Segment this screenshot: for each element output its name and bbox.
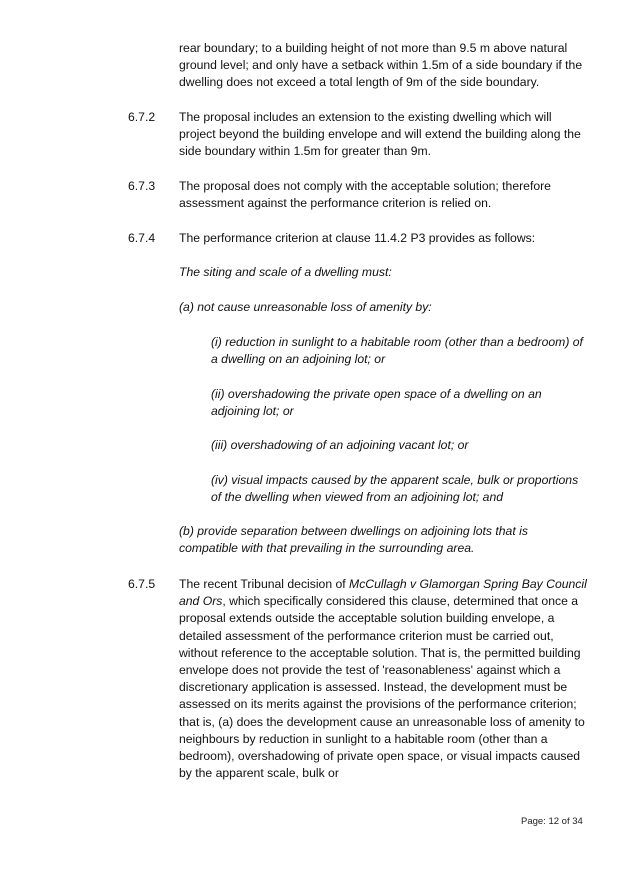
case-name: McCullagh v Glamorgan Spring Bay Council and Ors — [179, 577, 587, 609]
intro-paragraph: rear boundary; to a building height of not more than 9.5 m above natural ground level; and only have a setback within 1.5m of a side boundary if the dwelling does not exceed a total length of 9m of the side boundary. — [179, 41, 583, 90]
quote-item-iii: (iii) overshadowing of an adjoining vacant lot; or — [211, 438, 469, 452]
para-number-6-7-4: 6.7.4 — [128, 231, 156, 245]
quote-item-iv: (iv) visual impacts caused by the apparent scale, bulk or proportions of the dwelling when viewed from an adjoining lot; and — [211, 473, 579, 505]
para-6-7-5-body: , which specifically considered this clause, determined that once a proposal extends outside the acceptable solution building envelope, a detailed assessment of the performance criterion must be carried out, without reference to the acceptable solution. That is, the permitted building envelope does not provide the test of 'reasonableness' against which a discretionary application is assessed. Instead, the development must be assessed on its merits against the provisions of the performance criterion; that is, (a) does the development cause an unreasonable loss of amenity to neighbours by reduction in sunlight to a habitable room (other than a bedroom), overshadowing of private open space, or visual impacts caused by the apparent scale, bulk or — [179, 594, 585, 781]
para-6-7-5-intro: The recent Tribunal decision of — [179, 577, 350, 591]
quote-item-i: (i) reduction in sunlight to a habitable room (other than a bedroom) of a dwelling on an adjoining lot; or — [211, 335, 583, 367]
quote-item-a: (a) not cause unreasonable loss of amenity by: — [179, 300, 432, 314]
para-6-7-2: The proposal includes an extension to the existing dwelling which will project beyond the building envelope and will extend the building along the side boundary within 1.5m for greater than 9m. — [179, 110, 581, 159]
page-number: Page: 12 of 34 — [521, 816, 583, 827]
quote-item-ii: (ii) overshadowing the private open space of a dwelling on an adjoining lot; or — [211, 387, 542, 419]
para-6-7-5 — [179, 576, 589, 782]
para-6-7-4: The performance criterion at clause 11.4.2 P3 provides as follows: — [179, 231, 536, 245]
quote-item-b: (b) provide separation between dwellings on adjoining lots that is compatible with that prevailing in the surrounding area. — [179, 524, 528, 556]
para-6-7-3: The proposal does not comply with the acceptable solution; therefore assessment against the performance criterion is relied on. — [179, 179, 551, 211]
para-number-6-7-3: 6.7.3 — [128, 179, 156, 193]
para-number-6-7-5: 6.7.5 — [128, 577, 156, 591]
para-number-6-7-2: 6.7.2 — [128, 110, 156, 124]
quote-lead: The siting and scale of a dwelling must: — [179, 265, 392, 279]
